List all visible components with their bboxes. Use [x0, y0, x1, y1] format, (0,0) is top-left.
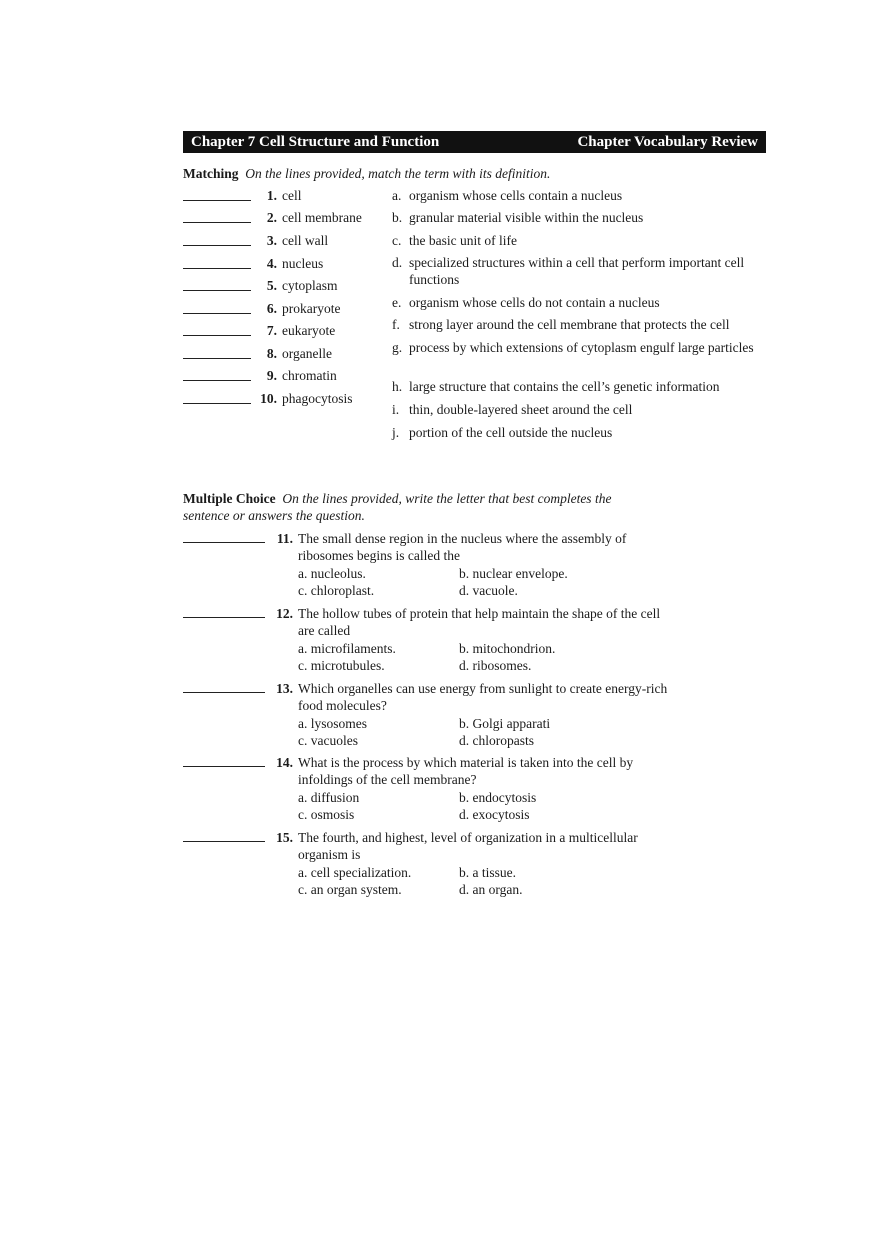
- matching-instructions: On the lines provided, match the term with its definition.: [245, 166, 551, 181]
- answer-blank[interactable]: [183, 222, 251, 223]
- matching-label: Matching: [183, 166, 239, 181]
- definition-letter: i.: [392, 402, 400, 417]
- definition-text: granular material visible within the nucleus: [409, 210, 644, 225]
- definition-letter: a.: [392, 188, 402, 203]
- definition-text: portion of the cell outside the nucleus: [409, 425, 613, 440]
- term-number: 1.: [266, 188, 277, 203]
- choice-c: c. microtubules.: [298, 658, 385, 673]
- term-number: 4.: [266, 256, 277, 271]
- answer-blank[interactable]: [183, 542, 265, 543]
- multiple-choice-instructions: On the lines provided, write the letter that best completes the sentence or answers the question.: [183, 491, 612, 523]
- term-number: 9.: [266, 368, 277, 383]
- answer-blank[interactable]: [183, 245, 251, 246]
- question-number: 15.: [276, 830, 293, 845]
- answer-blank[interactable]: [183, 290, 251, 291]
- choice-b: b. Golgi apparati: [459, 716, 551, 731]
- answer-blank[interactable]: [183, 380, 251, 381]
- choice-a: a. cell specialization.: [298, 865, 412, 880]
- question-stem: What is the process by which material is taken into the cell by infoldings of the cell membrane?: [298, 755, 634, 788]
- term-text: chromatin: [282, 368, 337, 383]
- definition-text: thin, double-layered sheet around the cell: [409, 402, 633, 417]
- term-text: nucleus: [282, 256, 324, 271]
- definition-text: specialized structures within a cell that perform important cell functions: [409, 255, 745, 287]
- definition-text: process by which extensions of cytoplasm engulf large particles: [409, 340, 754, 355]
- term-text: cell: [282, 188, 302, 203]
- choice-b: b. endocytosis: [459, 790, 537, 805]
- chapter-title: Chapter 7 Cell Structure and Function: [191, 133, 440, 150]
- chapter-header-bar: [183, 131, 766, 153]
- answer-blank[interactable]: [183, 766, 265, 767]
- answer-blank[interactable]: [183, 692, 265, 693]
- answer-blank[interactable]: [183, 268, 251, 269]
- choice-c: c. osmosis: [298, 807, 355, 822]
- choice-a: a. diffusion: [298, 790, 360, 805]
- choice-d: d. chloropasts: [459, 733, 534, 748]
- answer-blank[interactable]: [183, 335, 251, 336]
- question-stem: The small dense region in the nucleus where the assembly of ribosomes begins is called the: [298, 531, 627, 564]
- term-number: 3.: [266, 233, 277, 248]
- definition-text: organism whose cells do not contain a nucleus: [409, 295, 660, 310]
- definition-text: strong layer around the cell membrane that protects the cell: [409, 317, 730, 332]
- question-number: 13.: [276, 681, 293, 696]
- question-stem: Which organelles can use energy from sunlight to create energy-rich food molecules?: [298, 681, 668, 714]
- question-stem: The fourth, and highest, level of organization in a multicellular organism is: [298, 830, 638, 863]
- term-number: 7.: [266, 323, 277, 338]
- answer-blank[interactable]: [183, 617, 265, 618]
- choice-d: d. an organ.: [459, 882, 523, 897]
- choice-b: b. mitochondrion.: [459, 641, 556, 656]
- matching-heading: [183, 165, 623, 182]
- definition-letter: c.: [392, 233, 402, 248]
- answer-blank[interactable]: [183, 358, 251, 359]
- definition-letter: f.: [392, 317, 400, 332]
- term-text: cell membrane: [282, 210, 362, 225]
- definition-letter: b.: [392, 210, 403, 225]
- answer-blank[interactable]: [183, 403, 251, 404]
- choice-d: d. vacuole.: [459, 583, 518, 598]
- definition-letter: h.: [392, 379, 403, 394]
- definition-text: organism whose cells contain a nucleus: [409, 188, 623, 203]
- term-number: 5.: [266, 278, 277, 293]
- choice-c: c. vacuoles: [298, 733, 358, 748]
- definition-letter: g.: [392, 340, 403, 355]
- term-text: organelle: [282, 346, 332, 361]
- choice-b: b. a tissue.: [459, 865, 516, 880]
- multiple-choice-heading: [183, 490, 613, 524]
- term-text: cell wall: [282, 233, 329, 248]
- definition-letter: d.: [392, 255, 403, 270]
- answer-blank[interactable]: [183, 841, 265, 842]
- term-text: phagocytosis: [282, 391, 353, 406]
- choice-d: d. ribosomes.: [459, 658, 532, 673]
- multiple-choice-label: Multiple Choice: [183, 491, 276, 506]
- term-number: 10.: [260, 391, 277, 406]
- choice-c: c. chloroplast.: [298, 583, 375, 598]
- answer-blank[interactable]: [183, 200, 251, 201]
- choice-b: b. nuclear envelope.: [459, 566, 568, 581]
- question-number: 14.: [276, 755, 293, 770]
- term-number: 2.: [266, 210, 277, 225]
- question-stem: The hollow tubes of protein that help maintain the shape of the cell are called: [298, 606, 661, 639]
- term-number: 8.: [266, 346, 277, 361]
- definition-letter: j.: [392, 425, 400, 440]
- choice-a: a. lysosomes: [298, 716, 367, 731]
- definition-letter: e.: [392, 295, 402, 310]
- answer-blank[interactable]: [183, 313, 251, 314]
- choice-c: c. an organ system.: [298, 882, 402, 897]
- question-number: 11.: [276, 531, 293, 546]
- definition-text: the basic unit of life: [409, 233, 517, 248]
- question-number: 12.: [276, 606, 293, 621]
- term-text: eukaryote: [282, 323, 336, 338]
- review-title: Chapter Vocabulary Review: [577, 133, 758, 150]
- choice-a: a. nucleolus.: [298, 566, 366, 581]
- term-number: 6.: [266, 301, 277, 316]
- choice-d: d. exocytosis: [459, 807, 530, 822]
- choice-a: a. microfilaments.: [298, 641, 396, 656]
- definition-text: large structure that contains the cell’s genetic information: [409, 379, 720, 394]
- term-text: prokaryote: [282, 301, 341, 316]
- term-text: cytoplasm: [282, 278, 338, 293]
